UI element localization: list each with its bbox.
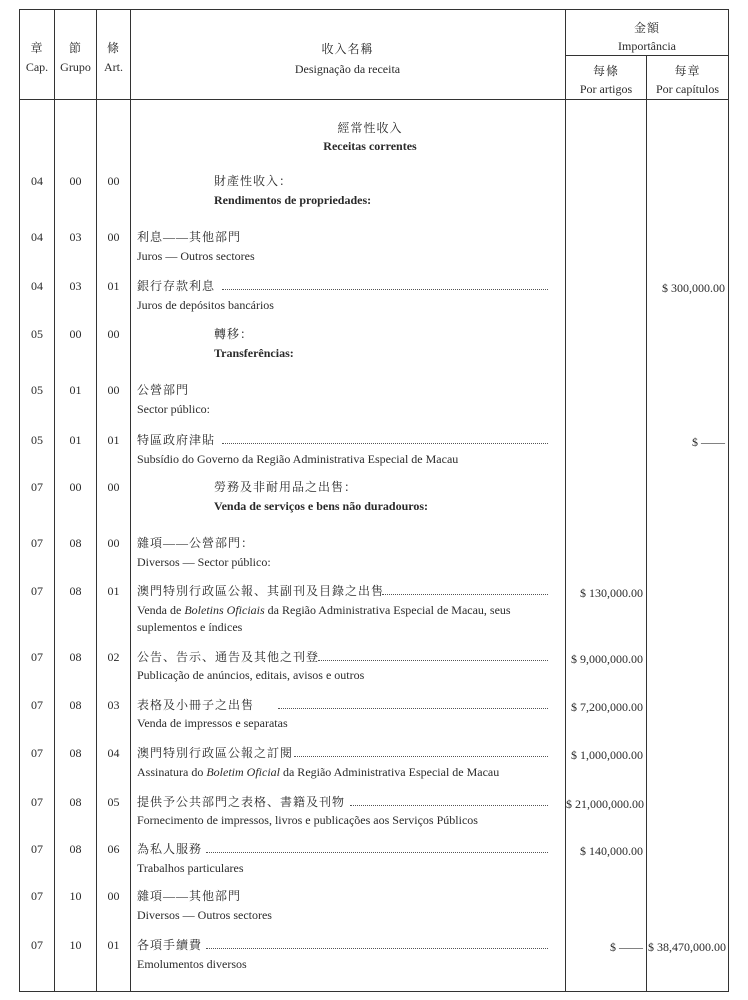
cell-cap: 07 — [31, 480, 43, 494]
cell-cap: 05 — [31, 327, 43, 341]
heading-zh: 財產性收入： — [214, 174, 293, 188]
item-pt: Emolumentos diversos — [137, 957, 247, 971]
item-pt-part: Assinatura do — [137, 765, 207, 779]
item-zh: 雜項——其他部門 — [137, 889, 242, 903]
amount-by-article: $ 9,000,000.00 — [571, 652, 643, 666]
cell-cap: 07 — [31, 795, 43, 809]
header-art-zh: 條 — [106, 41, 120, 55]
cell-art: 00 — [107, 383, 120, 397]
item-pt — [137, 765, 499, 779]
cell-art: 01 — [107, 938, 120, 952]
col-divider-amount — [646, 55, 647, 992]
cell-grupo: 08 — [69, 842, 82, 856]
header-by-chapter-zh: 每章 — [674, 64, 701, 78]
cell-grupo: 03 — [69, 279, 82, 293]
item-zh: 表格及小冊子之出售 — [137, 698, 255, 712]
item-pt: Fornecimento de impressos, livros e publicações aos Serviços Públicos — [137, 813, 478, 827]
cell-grupo: 00 — [69, 174, 82, 188]
item-zh: 公告、告示、通告及其他之刊登 — [137, 650, 320, 664]
cell-art: 00 — [107, 889, 120, 903]
header-bottom-rule — [19, 99, 729, 100]
cell-cap: 05 — [31, 383, 43, 397]
cell-cap: 04 — [31, 174, 43, 188]
dot-leader — [206, 852, 548, 853]
cell-cap: 07 — [31, 650, 43, 664]
cell-cap: 07 — [31, 698, 43, 712]
cell-grupo: 03 — [69, 230, 82, 244]
dot-leader — [278, 708, 548, 709]
amount-by-chapter: $ 300,000.00 — [662, 281, 725, 295]
item-pt-italic: Boletim Oficial — [206, 765, 280, 779]
cell-grupo: 08 — [69, 650, 82, 664]
cell-cap: 04 — [31, 230, 43, 244]
header-amount-pt: Importância — [618, 39, 676, 53]
cell-art: 04 — [107, 746, 120, 760]
cell-art: 05 — [107, 795, 120, 809]
dot-leader — [350, 805, 548, 806]
cell-art: 01 — [107, 584, 120, 598]
amount-by-article: $ 7,200,000.00 — [571, 700, 643, 714]
section-title-pt: Receitas correntes — [323, 139, 417, 153]
heading-zh: 轉移： — [214, 327, 254, 341]
amount-header-rule — [565, 55, 729, 56]
item-pt-italic: Boletins Oficiais — [184, 603, 265, 617]
cell-cap: 07 — [31, 842, 43, 856]
amount-by-chapter: $ 38,470,000.00 — [648, 940, 726, 954]
cell-grupo: 01 — [69, 383, 82, 397]
cell-art: 01 — [107, 279, 120, 293]
header-grupo-pt: Grupo — [60, 60, 91, 74]
item-pt — [137, 603, 511, 617]
amount-by-article: $ 21,000,000.00 — [566, 797, 644, 811]
amount-by-article: $ —— — [610, 940, 643, 954]
header-art-pt: Art. — [104, 60, 123, 74]
item-pt: Trabalhos particulares — [137, 861, 244, 875]
item-pt-line2: suplementos e índices — [137, 620, 243, 634]
top-border — [19, 9, 729, 10]
dot-leader — [294, 756, 548, 757]
cell-cap: 07 — [31, 584, 43, 598]
cell-grupo: 08 — [69, 536, 82, 550]
item-zh: 提供予公共部門之表格、書籍及刊物 — [137, 795, 346, 809]
item-zh: 澳門特別行政區公報、其副刊及目錄之出售 — [137, 584, 385, 598]
item-zh: 為私人服務 — [137, 842, 203, 856]
item-pt: Publicação de anúncios, editais, avisos e outros — [137, 668, 365, 682]
item-zh: 雜項——公營部門： — [137, 536, 255, 550]
item-zh: 銀行存款利息 — [137, 279, 216, 293]
item-pt: Diversos — Outros sectores — [137, 908, 272, 922]
dot-leader — [382, 594, 548, 595]
amount-by-article: $ 130,000.00 — [580, 586, 643, 600]
item-pt: Sector público: — [137, 402, 210, 416]
dot-leader — [222, 443, 548, 444]
dot-leader — [206, 948, 548, 949]
header-by-article-pt: Por artigos — [579, 82, 633, 96]
cell-art: 00 — [107, 174, 120, 188]
cell-art: 00 — [107, 480, 120, 494]
dot-leader — [318, 660, 548, 661]
item-pt: Venda de impressos e separatas — [137, 716, 288, 730]
cell-grupo: 10 — [69, 889, 82, 903]
header-cap-pt: Cap. — [25, 60, 49, 74]
cell-grupo: 00 — [69, 327, 82, 341]
item-zh: 各項手續費 — [137, 938, 203, 952]
heading-pt: Venda de serviços e bens não duradouros: — [214, 499, 429, 513]
item-pt: Juros — Outros sectores — [137, 249, 255, 263]
header-cap-zh: 章 — [30, 41, 44, 55]
cell-cap: 04 — [31, 279, 43, 293]
header-amount-zh: 金額 — [633, 21, 660, 35]
item-zh: 利息——其他部門 — [137, 230, 242, 244]
cell-grupo: 01 — [69, 433, 82, 447]
item-zh: 澳門特別行政區公報之訂閱 — [137, 746, 294, 760]
cell-cap: 07 — [31, 536, 43, 550]
amount-by-chapter: $ —— — [692, 435, 725, 449]
section-title-zh: 經常性收入 — [337, 121, 403, 135]
header-designation-zh: 收入名稱 — [321, 42, 374, 56]
item-pt-part: da Região Administrativa Especial de Macau, seus — [264, 603, 511, 617]
item-pt-part: Venda de — [137, 603, 185, 617]
item-zh: 公營部門 — [137, 383, 190, 397]
header-by-chapter-pt: Por capítulos — [656, 82, 719, 96]
header-designation-pt: Designação da receita — [294, 62, 401, 76]
cell-grupo: 10 — [69, 938, 82, 952]
amount-by-article: $ 1,000,000.00 — [571, 748, 643, 762]
cell-grupo: 08 — [69, 698, 82, 712]
header-grupo-zh: 節 — [68, 41, 82, 55]
amount-by-article: $ 140,000.00 — [580, 844, 643, 858]
cell-cap: 07 — [31, 889, 43, 903]
cell-grupo: 08 — [69, 746, 82, 760]
cell-cap: 07 — [31, 938, 43, 952]
dot-leader — [222, 289, 548, 290]
item-pt: Juros de depósitos bancários — [137, 298, 274, 312]
cell-grupo: 08 — [69, 584, 82, 598]
item-zh: 特區政府津貼 — [137, 433, 216, 447]
item-pt-part: da Região Administrativa Especial de Macau — [279, 765, 500, 779]
cell-art: 06 — [107, 842, 120, 856]
cell-grupo: 08 — [69, 795, 82, 809]
cell-art: 03 — [107, 698, 120, 712]
cell-cap: 05 — [31, 433, 43, 447]
heading-zh: 勞務及非耐用品之出售： — [214, 480, 358, 494]
heading-pt: Transferências: — [214, 346, 294, 360]
cell-art: 02 — [107, 650, 120, 664]
cell-art: 01 — [107, 433, 120, 447]
right-border — [728, 9, 729, 992]
bottom-border — [19, 991, 729, 992]
cell-art: 00 — [107, 230, 120, 244]
item-pt: Diversos — Sector público: — [137, 555, 271, 569]
cell-art: 00 — [107, 536, 120, 550]
cell-grupo: 00 — [69, 480, 82, 494]
header-by-article-zh: 每條 — [592, 64, 619, 78]
cell-cap: 07 — [31, 746, 43, 760]
item-pt: Subsídio do Governo da Região Administrativa Especial de Macau — [137, 452, 459, 466]
heading-pt: Rendimentos de propriedades: — [214, 193, 372, 207]
cell-art: 00 — [107, 327, 120, 341]
